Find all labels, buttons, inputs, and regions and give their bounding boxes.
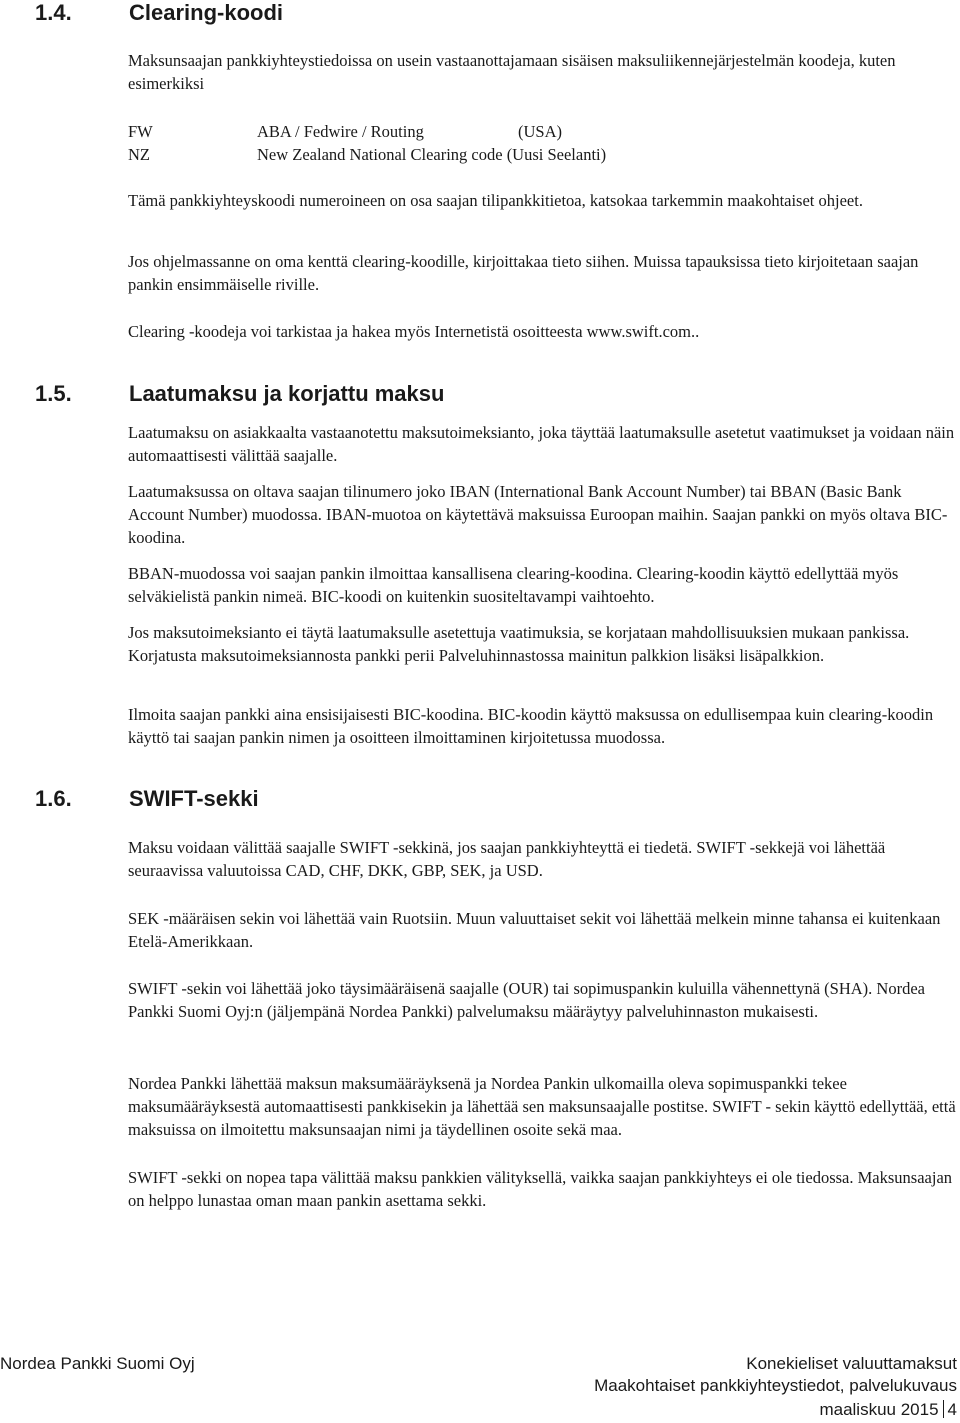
paragraph: Jos ohjelmassanne on oma kenttä clearing-koodille, kirjoittakaa tieto siihen. Muissa tapauksissa tieto kirjoitetaan saajan pankin ensimmäiselle riville. [128,252,919,294]
code-country: (USA) [518,122,562,141]
section-title: Clearing-koodi [129,0,284,25]
section-number: 1.5. [35,381,72,406]
page-divider [943,1400,944,1418]
section-heading-1-6 [35,786,259,812]
section-heading-1-5 [35,381,444,407]
paragraph: Laatumaksussa on oltava saajan tilinumero joko IBAN (International Bank Account Number) tai BBAN (Basic Bank Account Number) muodossa. IBAN-muotoa on käytettävä maksuissa Euroopan maihin. Saajan pankki on myös oltava BIC-koodina. [128,482,948,547]
paragraph: Jos maksutoimeksianto ei täytä laatumaksulle asetettuja vaatimuksia, se korjataan mahdollisuuksien mukaan pankissa. Korjatusta maksutoimeksiannosta pankki perii Palveluhinnastossa mainitun palkkion lisäksi lisäpalkkion. [128,623,910,665]
section-heading-1-4 [35,0,283,26]
paragraph: Tämä pankkiyhteyskoodi numeroineen on osa saajan tilipankkitietoa, katsokaa tarkemmin maakohtaiset ohjeet. [128,191,863,210]
code-label: FW [128,122,153,141]
paragraph: SEK -määräisen sekin voi lähettää vain Ruotsiin. Muun valuuttaiset sekit voi lähettää melkein minne tahansa ei kuitenkaan Etelä-Amerikkaan. [128,909,941,951]
footer-date: maaliskuu 2015 [819,1400,939,1419]
paragraph: SWIFT -sekin voi lähettää joko täysimääräisenä saajalle (OUR) tai sopimuspankin kuluilla vähennettynä (SHA). Nordea Pankki Suomi Oyj:n (jäljempänä Nordea Pankki) palvelumaksu määräytyy palveluhinnaston mukaisesti. [128,979,925,1021]
page-number: 4 [947,1400,957,1419]
paragraph: SWIFT -sekki on nopea tapa välittää maksu pankkien välityksellä, vaikka saajan pankkiyhteys ei ole tiedossa. Maksunsaajan on helppo lunastaa oman maan pankin asettama sekki. [128,1168,953,1210]
section-title: Laatumaksu ja korjattu maksu [129,381,445,406]
paragraph: BBAN-muodossa voi saajan pankin ilmoittaa kansallisena clearing-koodina. Clearing-koodin käyttö edellyttää myös selväkielistä pankin nimeä. BIC-koodi on kuitenkin suositeltavampi vaihtoehto. [128,564,899,606]
code-name: New Zealand National Clearing code (Uusi Seelanti) [257,145,607,164]
footer-date-page [819,1399,957,1421]
footer-doc-title: Konekieliset valuuttamaksut [746,1354,957,1373]
paragraph: Laatumaksu on asiakkaalta vastaanotettu maksutoimeksianto, joka täyttää laatumaksulle asetetut vaatimukset ja voidaan näin automaattisesti välittää saajalle. [128,423,955,465]
code-label: NZ [128,145,150,164]
paragraph: Clearing -koodeja voi tarkistaa ja hakea myös Internetistä osoitteesta www.swift.com.. [128,322,700,341]
paragraph: Maksunsaajan pankkiyhteystiedoissa on usein vastaanottajamaan sisäisen maksuliikennejärjestelmän koodeja, kuten esimerkiksi [128,51,896,93]
footer-doc-subtitle: Maakohtaiset pankkiyhteystiedot, palvelukuvaus [594,1376,957,1395]
code-name: ABA / Fedwire / Routing [257,122,424,141]
section-number: 1.6. [35,786,72,811]
paragraph: Ilmoita saajan pankki aina ensisijaisesti BIC-koodina. BIC-koodin käyttö maksussa on edullisempaa kuin clearing-koodin käyttö tai saajan pankin nimen ja osoitteen ilmoittaminen kirjoitetussa muodossa. [128,705,934,747]
paragraph: Nordea Pankki lähettää maksun maksumääräyksenä ja Nordea Pankin ulkomailla oleva sopimuspankki tekee maksumääräyksestä automaattisesti pankkisekin ja lähettää sen maksunsaajalle postitse. SWIFT - sekin käyttö edellyttää, että maksuissa on ilmoitettu maksunsaajan nimi ja täydellinen osoite sekä maa. [128,1074,956,1139]
section-number: 1.4. [35,0,72,25]
section-title: SWIFT-sekki [129,786,259,811]
paragraph: Maksu voidaan välittää saajalle SWIFT -sekkinä, jos saajan pankkiyhteyttä ei tiedetä. SWIFT -sekkejä voi lähettää seuraavissa valuutoissa CAD, CHF, DKK, GBP, SEK, ja USD. [128,838,886,880]
footer-company: Nordea Pankki Suomi Oyj [0,1354,195,1373]
